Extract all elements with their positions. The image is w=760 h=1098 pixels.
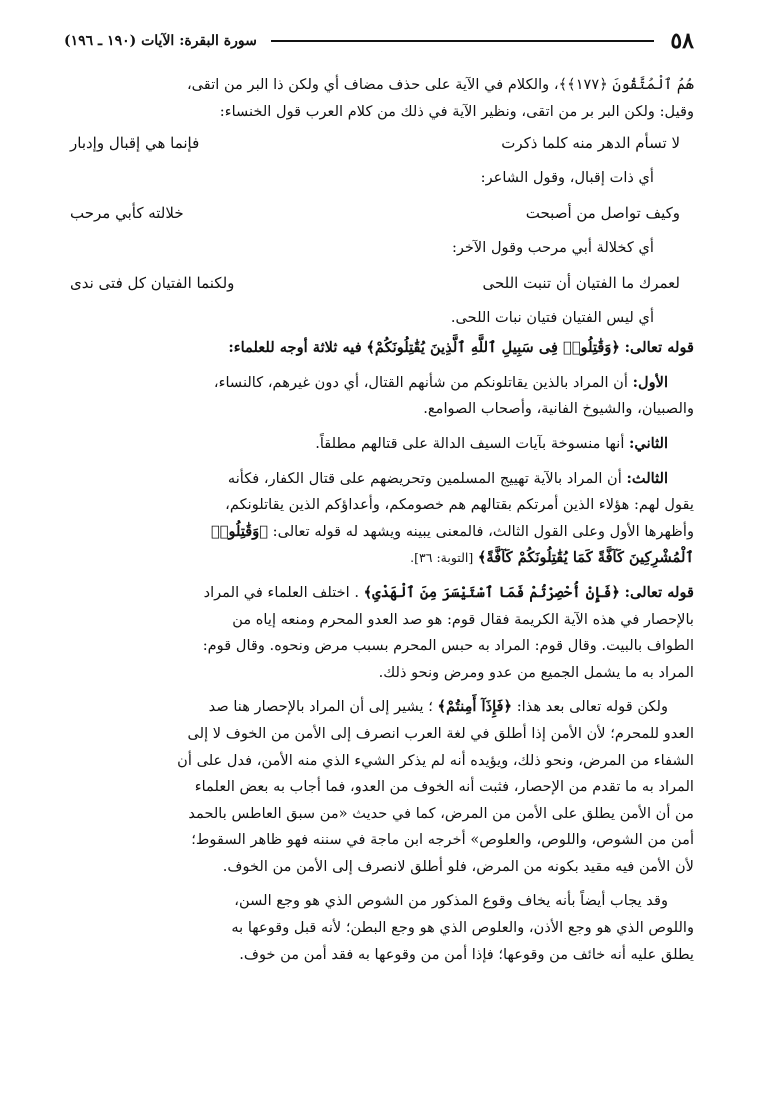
quran-verse: ﴿فَإِنْ أُحْصِرْتُمْ فَمَا ٱسْتَيْسَرَ مِنَ ٱلْهَدْىِ﴾ (363, 583, 620, 601)
text-line: من أن الأمن يطلق على الأمن من المرض، كما في حديث «من سبق العاطس بالحمد (188, 804, 694, 822)
poetry-verse (66, 195, 694, 231)
section-rest: . اختلف العلماء في المراد (203, 583, 359, 601)
opinion-label: الأول: (632, 373, 668, 391)
section-lead: قوله تعالى: (624, 339, 694, 357)
quran-verse: ٱلْمُشْرِكِينَ كَآفَّةً كَمَا يُقَٰتِلُونَكُمْ كَآفَّةً﴾ (477, 549, 694, 567)
page-header (64, 28, 694, 54)
opinion-text: أن المراد بالذين يقاتلونكم من شأنهم القتال، أي دون غيرهم، كالنساء، (213, 373, 628, 391)
opinion-label: الثاني: (629, 434, 668, 452)
text-line: لأن الأمن فيه مقيد بكونه من المرض، فلو أطلق لانصرف إلى الأمن من الخوف. (222, 857, 694, 875)
text-line (66, 519, 694, 546)
opinion-third (66, 466, 694, 493)
text-line: الشفاء من المرض، ونحو ذلك، ويؤيده أنه لم يذكر الشيء الذي منه الأمن، فدل على أن (177, 751, 694, 769)
text-line: وقيل: ولكن البر بر من اتقى، ونظير الآية في ذلك من كلام العرب قول الخنساء: (219, 102, 694, 120)
opinion-first (66, 370, 694, 397)
text-segment: وأظهرها الأول وعلى القول الثالث، فالمعنى يبينه ويشهد له قوله تعالى: (272, 522, 694, 540)
poetry-verse (66, 125, 694, 161)
text-line: أي كخلالة أبي مرحب وقول الآخر: (451, 239, 654, 257)
section-rest: فيه ثلاثة أوجه للعلماء: (228, 339, 362, 357)
commentary-heading (66, 335, 694, 362)
text-line: الطواف بالبيت. وقال قوم: المراد به حبس المحرم بسبب مرض ونحوه. وقال قوم: (202, 637, 694, 655)
text-line (66, 545, 694, 572)
opinion-second (66, 431, 694, 458)
page-body (66, 72, 694, 968)
opinion-label: الثالث: (626, 469, 668, 487)
verse-first-hemistich: لا تسأم الدهر منه كلما ذكرت (501, 134, 680, 153)
text-line: أي ليس الفتيان فتيان نبات اللحى. (450, 309, 654, 327)
section-lead: قوله تعالى: (624, 583, 694, 601)
verse-second-hemistich: خلالته كأبي مرحب (70, 204, 184, 223)
opinion-text: أن المراد بالآية تهييج المسلمين وتحريضهم على قتال الكفار، فكأنه (227, 469, 622, 487)
quran-verse: ﴿وَقَٰتِلُوا۟ (210, 522, 269, 540)
text-line: المراد به ما يشمل الجميع من عدو ومرض ونحو ذلك. (378, 663, 694, 681)
verse-first-hemistich: لعمرك ما الفتيان أن تنبت اللحى (482, 274, 680, 293)
verse-second-hemistich: ولكنما الفتيان كل فتى ندى (70, 274, 235, 293)
quran-verse: ﴿فَإِذَآ أَمِنتُمْ﴾ (437, 698, 513, 716)
text-line: أي ذات إقبال، وقول الشاعر: (480, 169, 654, 187)
text-line: أمن من الشوص، واللوص، والعلوص» أخرجه ابن ماجة في سننه فهو ظاهر السقوط؛ (191, 831, 694, 849)
page-number: ٥٨ (670, 28, 694, 54)
text-segment: ؛ يشير إلى أن المراد بالإحصار هنا صد (208, 698, 433, 716)
text-segment: ولكن قوله تعالى بعد هذا: (516, 698, 668, 716)
poetry-verse (66, 265, 694, 301)
commentary-heading (66, 580, 694, 607)
text-line: والصبيان، والشيوخ الفانية، وأصحاب الصوامع. (423, 400, 694, 418)
text-line: يطلق عليه أنه خائف من وقوعها؛ فإذا أمن من وقوعها به فقد أمن من خوف. (239, 945, 694, 963)
text-line: واللوص الذي هو وجع الأذن، والعلوص الذي هو وجع البطن؛ لأنه قبل وقوعها به (231, 919, 694, 937)
text-line (66, 694, 694, 721)
opinion-text: أنها منسوخة بآيات السيف الدالة على قتالهم مطلقاً. (315, 434, 625, 452)
verse-second-hemistich: فإنما هي إقبال وإدبار (70, 134, 200, 153)
text-line: بالإحصار في هذه الآية الكريمة فقال قوم: هو صد العدو المحرم ومنعه إياه من (232, 610, 694, 628)
quran-verse: ﴿وَقَٰتِلُوا۟ فِى سَبِيلِ ٱللَّهِ ٱلَّذِينَ يُقَٰتِلُونَكُمْ﴾ (366, 339, 620, 357)
header-rule (271, 40, 655, 42)
text-line: العدو للمحرم؛ لأن الأمن إذا أطلق في لغة العرب انصرف إلى الأمن من الخوف لا إلى (187, 724, 694, 742)
verse-first-hemistich: وكيف تواصل من أصبحت (525, 204, 680, 223)
text-line: يقول لهم: هؤلاء الذين أمرتكم بقتالهم هم خصومكم، وأعداؤكم الذين يقاتلونكم، (225, 496, 694, 514)
surah-title: سورة البقرة: الآيات (١٩٠ ـ ١٩٦) (64, 33, 257, 49)
text-line: المراد به ما تقدم من الإحصار، فثبت أنه الخوف من العدو، فما أجاب به بعض العلماء (194, 778, 694, 796)
verse-reference: [التوبة: ٣٦]. (410, 550, 474, 566)
text-line: هُمُ ٱلْمُتَّقُونَ ﴿١٧٧﴾﴾، والكلام في الآية على حذف مضاف أي ولكن ذا البر من اتقى، (186, 76, 694, 93)
text-line: وقد يجاب أيضاً بأنه يخاف وقوع المذكور من الشوص الذي هو وجع السن، (234, 892, 668, 910)
